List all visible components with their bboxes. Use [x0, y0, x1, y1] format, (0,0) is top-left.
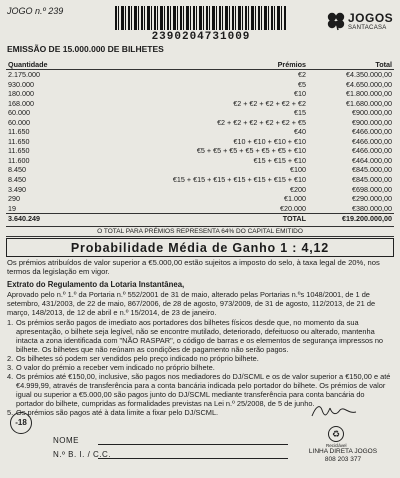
- cell-prize: €5 + €5 + €5 + €5 + €5 + €5 + €10: [196, 146, 306, 156]
- serial-number: 2390204731009: [151, 31, 251, 43]
- game-number: JOGO n.º 239: [7, 6, 64, 16]
- header-total: Total: [312, 60, 394, 70]
- cell-quantity: 290: [8, 194, 20, 204]
- clover-icon: [326, 11, 346, 31]
- tax-note: Os prémios atribuídos de valor superior a €5.000,00 estão sujeitos a imposto do selo, à taxa legal de 20%, nos termos da legislação em vigor.: [7, 258, 380, 277]
- header-prizes: Prémios: [80, 60, 312, 70]
- table-row: [6, 204, 394, 214]
- regulation-intro: Aprovado pelo n.º 1.º da Portaria n.º 552/2001 de 31 de maio, alterado pelas Portarias n.ºs 1048/2001, de 1 de setembro, 431/2003, de 22 de maio, 867/2006, de 28 de agosto, 973/2009, de 31 de agosto, 112/2013, de 21 de março, 148/2013, de 12 de abril e n.º 15/2014, de 23 de janeiro.: [7, 290, 376, 317]
- cell-total: €845.000,00: [352, 165, 392, 175]
- cell-quantity: 19: [8, 203, 16, 213]
- cell-total: €4.350.000,00: [346, 70, 392, 79]
- ticket-footer: [0, 400, 400, 478]
- rule-text: Os prémios serão pagos de imediato aos portadores dos bilhetes físicos desde que, no momento da sua apresentação, o bilhete seja legível, não se encontre mutilado, deteriorado, defeituoso ou alterado, mantenha intacta a zona identificada com "NÃO RASPAR", o código de barras e os elementos de segurança impressos no bilhete. Os bilhetes que não reúnam as condições de pagamento não serão pagos.: [16, 318, 384, 354]
- cell-quantity: 11.650: [8, 136, 30, 146]
- cell-prize: €10 + €10 + €10 + €10: [233, 136, 306, 146]
- id-label: N.º B. I. / C.C.: [53, 450, 112, 459]
- table-total-row: [6, 214, 394, 224]
- cell-quantity: 2.175.000: [8, 70, 40, 79]
- cell-total: €464.000,00: [352, 155, 392, 165]
- table-row: [6, 185, 394, 195]
- rule-number: 3.: [7, 363, 14, 372]
- cell-quantity: 168.000: [8, 98, 34, 108]
- rule-number: 1.: [7, 318, 14, 327]
- rule-text: O valor do prémio a receber vem indicado no próprio bilhete.: [16, 363, 215, 372]
- total-label: TOTAL: [80, 214, 312, 224]
- rule-item: [7, 354, 393, 363]
- table-row: [6, 127, 394, 137]
- cell-total: €845.000,00: [352, 175, 392, 185]
- table-row: [6, 146, 394, 156]
- rule-number: 4.: [7, 372, 14, 381]
- cell-prize: €15 + €15 + €10: [253, 155, 306, 165]
- cell-prize: €20.000: [280, 203, 306, 213]
- cell-prize: €200: [290, 184, 306, 194]
- regulation-title: Extrato do Regulamento da Lotaria Instantânea,: [7, 280, 185, 289]
- cell-quantity: 60.000: [8, 117, 30, 127]
- barcode-block: [115, 6, 287, 43]
- recycle-icon: ♻: [328, 426, 344, 442]
- cell-quantity: 8.450: [8, 175, 26, 185]
- cell-quantity: 8.450: [8, 165, 26, 175]
- id-field[interactable]: [98, 457, 288, 459]
- cell-total: €698.000,00: [352, 184, 392, 194]
- table-row: [6, 137, 394, 147]
- cell-total: €290.000,00: [352, 194, 392, 204]
- cell-prize: €40: [294, 127, 306, 137]
- cell-total: €466.000,00: [352, 127, 392, 137]
- cell-total: €1.800.000,00: [346, 89, 392, 99]
- total-quantity: 3.640.249: [6, 214, 80, 224]
- cell-total: €466.000,00: [352, 136, 392, 146]
- rule-text: Os bilhetes só podem ser vendidos pelo preço indicado no próprio bilhete.: [16, 354, 259, 363]
- rule-number: 5.: [7, 408, 14, 417]
- cell-prize: €10: [294, 89, 306, 99]
- table-row: [6, 80, 394, 90]
- cell-quantity: 11.650: [8, 146, 30, 156]
- brand-logo: [326, 10, 394, 36]
- cell-prize: €15 + €15 + €15 + €15 + €15 + €15 + €10: [172, 175, 306, 185]
- signature-icon: [308, 400, 368, 422]
- cell-prize: €5: [298, 79, 306, 89]
- name-field[interactable]: [98, 443, 288, 445]
- total-amount: €19.200.000,00: [312, 214, 394, 224]
- table-row: [6, 156, 394, 166]
- table-row: [6, 175, 394, 185]
- prize-table: [6, 60, 394, 224]
- cell-quantity: 180.000: [8, 89, 34, 99]
- cell-total: €380.000,00: [352, 203, 392, 213]
- hotline: LINHA DIRETA JOGOS 808 203 377: [308, 448, 378, 463]
- rule-item: [7, 318, 393, 354]
- age-restriction-badge: -18: [10, 412, 32, 434]
- cell-quantity: 11.600: [8, 155, 30, 165]
- cell-total: €4.650.000,00: [346, 79, 392, 89]
- rule-number: 2.: [7, 354, 14, 363]
- cell-prize: €100: [290, 165, 306, 175]
- recyclable-mark: ♻ Reciclável: [326, 426, 346, 448]
- table-row: [6, 118, 394, 128]
- table-row: [6, 70, 394, 80]
- brand-name: JOGOS: [348, 11, 394, 25]
- probability-box: Probabilidade Média de Ganho 1 : 4,12: [6, 238, 394, 257]
- cell-prize: €15: [294, 108, 306, 118]
- cell-total: €1.680.000,00: [346, 98, 392, 108]
- cell-prize: €2: [298, 70, 306, 79]
- rule-item: [7, 363, 393, 372]
- table-row: [6, 89, 394, 99]
- rule-text: Os prémios até €150,00, inclusive, são pagos nos mediadores do DJ/SCML e os de valor superior a €150,00 e até €4.999,99, através de transferência para a conta bancária indicada pelo portador do bilhete. Os prémios de valor igual ou superior a €5.000,00 são pagos junto do DJ/SCML mediante transferência para conta bancária do portador do bilhete, cumpridas as formalidades previstas na Lei n.º 25/2008, de 5 de junho.: [16, 372, 391, 408]
- table-row: [6, 108, 394, 118]
- brand-subtitle: SANTACASA: [348, 25, 387, 31]
- name-label: NOME: [53, 436, 79, 445]
- cell-prize: €1.000: [284, 194, 306, 204]
- table-row: [6, 194, 394, 204]
- cell-quantity: 930.000: [8, 79, 34, 89]
- rule-text: Os prémios são pagos até à data limite a fixar pelo DJ/SCML.: [16, 408, 219, 417]
- cell-total: €466.000,00: [352, 146, 392, 156]
- cell-total: €900.000,00: [352, 117, 392, 127]
- table-header-row: [6, 60, 394, 70]
- cell-prize: €2 + €2 + €2 + €2 + €2: [233, 98, 306, 108]
- barcode: [115, 6, 287, 30]
- cell-quantity: 3.490: [8, 184, 26, 194]
- table-row: [6, 99, 394, 109]
- cell-prize: €2 + €2 + €2 + €2 + €2 + €5: [217, 117, 306, 127]
- header-quantity: Quantidade: [6, 60, 80, 70]
- cell-quantity: 60.000: [8, 108, 30, 118]
- percentage-note: O TOTAL PARA PRÉMIOS REPRESENTA 64% DO CAPITAL EMITIDO: [6, 226, 394, 237]
- table-row: [6, 165, 394, 175]
- emission-title: EMISSÃO DE 15.000.000 DE BILHETES: [7, 44, 164, 54]
- cell-quantity: 11.650: [8, 127, 30, 137]
- cell-total: €900.000,00: [352, 108, 392, 118]
